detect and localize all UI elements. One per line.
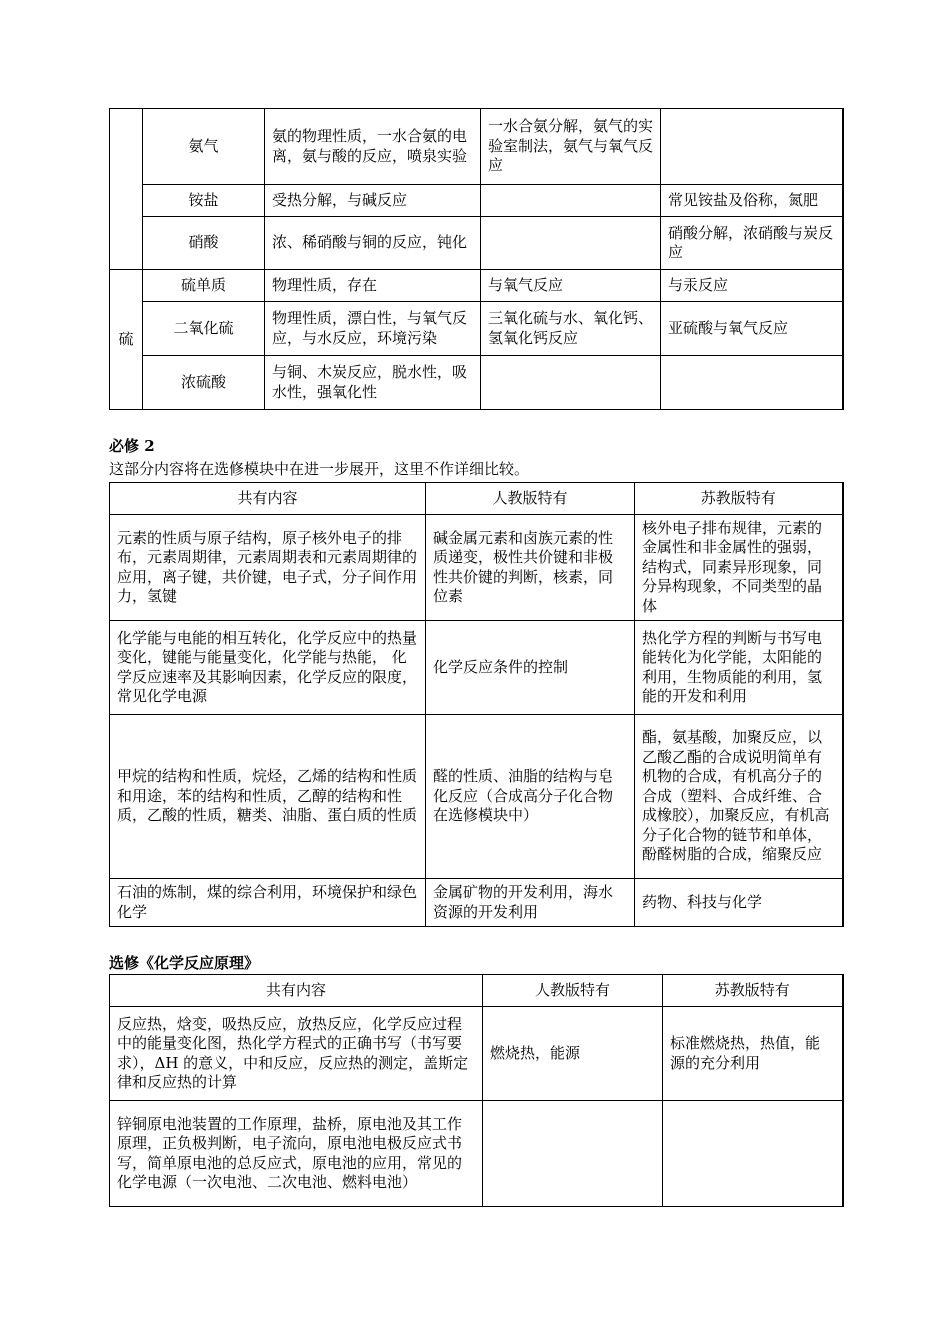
compulsory2-table [109,482,844,927]
table-row [110,621,843,715]
table-row [110,270,843,302]
section3-title: 选修《化学反应原理》 [109,954,260,972]
column-header: 人教版特有 [426,483,635,515]
column-header: 苏教版特有 [635,483,843,515]
header-row [110,483,843,515]
common-cell: 锌铜原电池装置的工作原理，盐桥，原电池及其工作原理，正负极判断，电子流向，原电池电极反应式书写，简单原电池的总反应式，原电池的应用，常见的化学电源（一次电池、二次电池、燃料电池） [110,1101,483,1207]
sujiao-cell: 药物、科技与化学 [635,879,843,927]
group-cell [110,109,143,270]
header-row [110,975,843,1007]
table-row [110,109,843,185]
sujiao-cell: 常见铵盐及俗称，氮肥 [661,185,843,217]
sujiao-cell: 标准燃烧热，热值，能源的充分利用 [663,1007,843,1101]
common-cell: 甲烷的结构和性质，烷烃，乙烯的结构和性质和用途，苯的结构和性质，乙醇的结构和性质，乙酸的性质，糖类、油脂、蛋白质的性质 [110,715,426,879]
renjiao-cell: 碱金属元素和卤族元素的性质递变，极性共价键和非极性共价键的判断，核素，同位素 [426,515,635,621]
sujiao-cell: 亚硫酸与氧气反应 [661,302,843,356]
common-cell: 浓、稀硝酸与铜的反应，钝化 [265,217,481,270]
common-cell: 反应热，焓变，吸热反应，放热反应，化学反应过程中的能量变化图，热化学方程式的正确书写（书写要求），ΔH 的意义，中和反应，反应热的测定，盖斯定律和反应热的计算 [110,1007,483,1101]
renjiao-cell [481,185,661,217]
table-row [110,515,843,621]
compounds-table [109,108,844,410]
sujiao-cell: 酯，氨基酸，加聚反应，以乙酸乙酯的合成说明简单有机物的合成，有机高分子的合成（塑料、合成纤维、合成橡胶），加聚反应，有机高分子化合物的链节和单体，酚醛树脂的合成，缩聚反应 [635,715,843,879]
renjiao-cell [481,217,661,270]
column-header: 苏教版特有 [663,975,843,1007]
common-cell: 化学能与电能的相互转化，化学反应中的热量变化，键能与能量变化，化学能与热能， 化学反应速率及其影响因素，化学反应的限度，常见化学电源 [110,621,426,715]
common-cell: 受热分解，与碱反应 [265,185,481,217]
sujiao-cell [661,109,843,185]
common-cell: 元素的性质与原子结构，原子核外电子的排布，元素周期律，元素周期表和元素周期律的应用，离子键，共价键，电子式，分子间作用力，氢键 [110,515,426,621]
sujiao-cell: 硝酸分解，浓硝酸与炭反应 [661,217,843,270]
table-row [110,879,843,927]
item-cell: 氨气 [143,109,265,185]
item-cell: 二氧化硫 [143,302,265,356]
group-cell: 硫 [110,270,143,410]
renjiao-cell: 醛的性质、油脂的结构与皂化反应（合成高分子化合物在选修模块中） [426,715,635,879]
item-cell: 硝酸 [143,217,265,270]
sujiao-cell: 核外电子排布规律，元素的金属性和非金属性的强弱，结构式，同素异形现象，同分异构现象，不同类型的晶体 [635,515,843,621]
section2-title: 必修 2 [109,437,155,455]
table-row [110,1101,843,1207]
renjiao-cell [481,356,661,410]
table-row [110,715,843,879]
renjiao-cell: 三氧化硫与水、氧化钙、氢氧化钙反应 [481,302,661,356]
renjiao-cell: 一水合氨分解，氨气的实验室制法，氨气与氧气反应 [481,109,661,185]
sujiao-cell [663,1101,843,1207]
sujiao-cell: 热化学方程的判断与书写电能转化为化学能，太阳能的利用，生物质能的利用，氢能的开发和利用 [635,621,843,715]
column-header: 人教版特有 [483,975,663,1007]
renjiao-cell: 与氧气反应 [481,270,661,302]
sujiao-cell: 与汞反应 [661,270,843,302]
table-row [110,302,843,356]
common-cell: 物理性质，漂白性，与氧气反应，与水反应，环境污染 [265,302,481,356]
renjiao-cell: 化学反应条件的控制 [426,621,635,715]
common-cell: 物理性质，存在 [265,270,481,302]
table-row [110,1007,843,1101]
common-cell: 与铜、木炭反应，脱水性，吸水性，强氧化性 [265,356,481,410]
item-cell: 硫单质 [143,270,265,302]
sujiao-cell [661,356,843,410]
column-header: 共有内容 [110,975,483,1007]
common-cell: 氨的物理性质，一水合氨的电离，氨与酸的反应，喷泉实验 [265,109,481,185]
table-row [110,217,843,270]
item-cell: 铵盐 [143,185,265,217]
item-cell: 浓硫酸 [143,356,265,410]
elective-table [109,974,844,1207]
common-cell: 石油的炼制，煤的综合利用，环境保护和绿色化学 [110,879,426,927]
table-row [110,356,843,410]
table-row [110,185,843,217]
renjiao-cell [483,1101,663,1207]
section2-note: 这部分内容将在选修模块中在进一步展开，这里不作详细比较。 [109,460,530,478]
column-header: 共有内容 [110,483,426,515]
renjiao-cell: 金属矿物的开发利用，海水资源的开发利用 [426,879,635,927]
renjiao-cell: 燃烧热，能源 [483,1007,663,1101]
